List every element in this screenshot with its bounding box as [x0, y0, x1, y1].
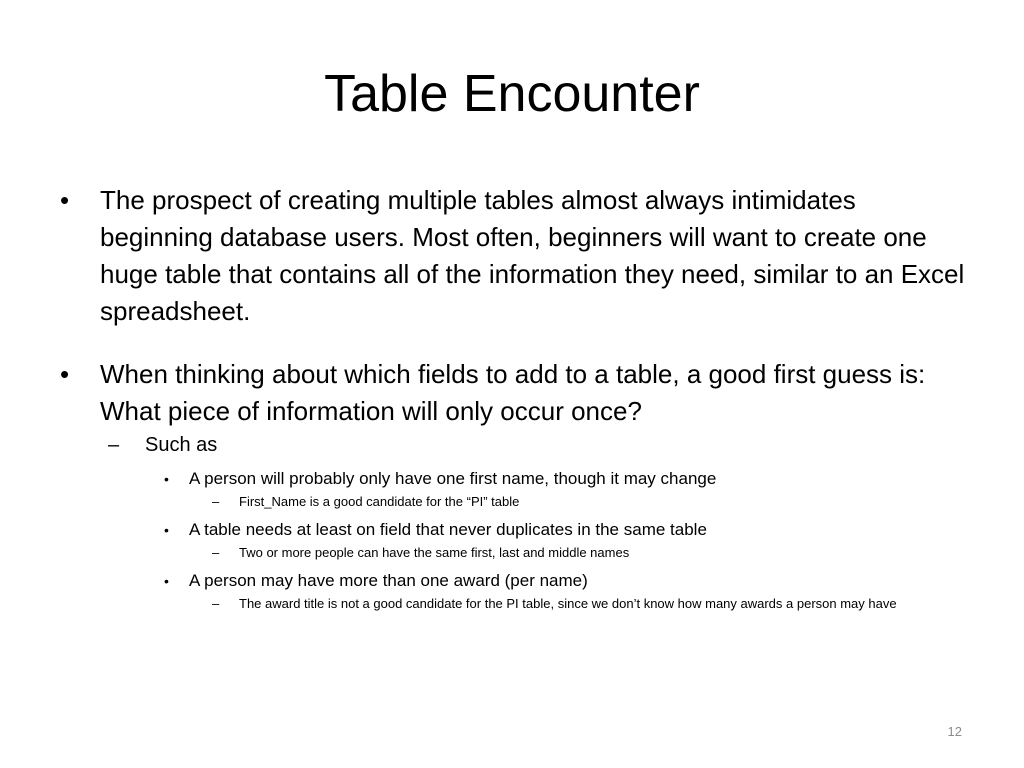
bullet-text: When thinking about which fields to add to a table, a good first guess is: What piece of information will only occur once?	[100, 359, 926, 426]
bullet-level4	[212, 543, 970, 562]
dash-mark: –	[212, 596, 220, 611]
slide-page-number: 12	[947, 724, 962, 739]
bullet-level3	[164, 467, 970, 491]
dash-mark: –	[212, 545, 220, 560]
bullet-mark: •	[60, 185, 70, 215]
bullet-text: The award title is not a good candidate for the PI table, since we don’t know how many awards a person may have	[239, 596, 897, 611]
bullet-text: First_Name is a good candidate for the “PI” table	[239, 494, 520, 509]
bullet-text: A person may have more than one award (per name)	[189, 571, 588, 590]
bullet-mark: •	[60, 359, 70, 389]
bullet-mark: •	[164, 522, 169, 538]
bullet-mark: •	[164, 573, 169, 589]
bullet-text: A table needs at least on field that never duplicates in the same table	[189, 520, 707, 539]
slide-title: Table Encounter	[324, 65, 700, 123]
bullet-text: A person will probably only have one first name, though it may change	[189, 469, 717, 488]
bullet-level4	[212, 492, 970, 511]
bullet-text: Such as	[145, 434, 218, 456]
bullet-level3	[164, 569, 970, 593]
bullet-level1	[60, 356, 970, 430]
bullet-level4	[212, 594, 970, 613]
bullet-level2	[108, 430, 970, 460]
bullet-mark: •	[164, 471, 169, 487]
dash-mark: –	[108, 434, 120, 456]
bullet-text: Two or more people can have the same first, last and middle names	[239, 545, 630, 560]
dash-mark: –	[212, 494, 220, 509]
bullet-level3	[164, 518, 970, 542]
bullet-text: The prospect of creating multiple tables almost always intimidates beginning database users. Most often, beginners will want to create one huge table that contains all of the information they need, similar to an Excel spreadsheet.	[100, 185, 965, 326]
slide-body	[60, 182, 970, 613]
bullet-level1	[60, 182, 970, 330]
